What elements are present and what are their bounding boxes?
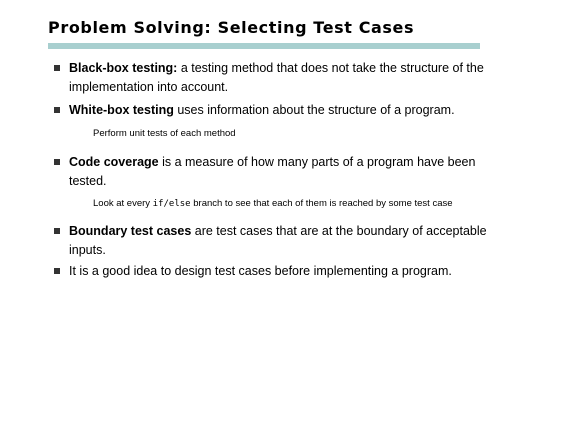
square-bullet-icon xyxy=(54,65,60,71)
sub-note-text-after: branch to see that each of them is reached by some test case xyxy=(190,198,453,209)
bullet-black-box-testing xyxy=(54,59,514,97)
bullet-text: is a measure of how many parts of a program have been tested. xyxy=(69,155,476,188)
inline-code: if/else xyxy=(152,199,191,209)
slide-title: Problem Solving: Selecting Test Cases xyxy=(48,18,415,37)
bullet-list xyxy=(54,59,514,281)
square-bullet-icon xyxy=(54,228,60,234)
title-rule xyxy=(48,43,480,49)
bullet-term: Code coverage xyxy=(69,155,159,169)
sub-note-unit-tests: Perform unit tests of each method xyxy=(93,128,236,139)
bullet-text: are test cases that are at the boundary of acceptable inputs. xyxy=(69,224,487,257)
bullet-text: uses information about the structure of a program. xyxy=(173,103,455,117)
bullet-term: Black-box testing: xyxy=(69,61,178,75)
bullet-text: a testing method that does not take the structure of the implementation into account. xyxy=(69,61,484,94)
bullet-text: It is a good idea to design test cases before implementing a program. xyxy=(69,264,452,278)
bullet-term: White-box testing xyxy=(69,103,174,117)
bullet-design-tests-first xyxy=(54,262,514,281)
bullet-code-coverage xyxy=(54,153,514,191)
sub-note-branch-coverage xyxy=(93,196,453,212)
bullet-white-box-testing xyxy=(54,101,514,120)
square-bullet-icon xyxy=(54,268,60,274)
bullet-boundary-test-cases xyxy=(54,222,514,260)
bullet-term: Boundary test cases xyxy=(69,224,192,238)
square-bullet-icon xyxy=(54,107,60,113)
square-bullet-icon xyxy=(54,159,60,165)
sub-note-text-before: Look at every xyxy=(93,198,153,209)
